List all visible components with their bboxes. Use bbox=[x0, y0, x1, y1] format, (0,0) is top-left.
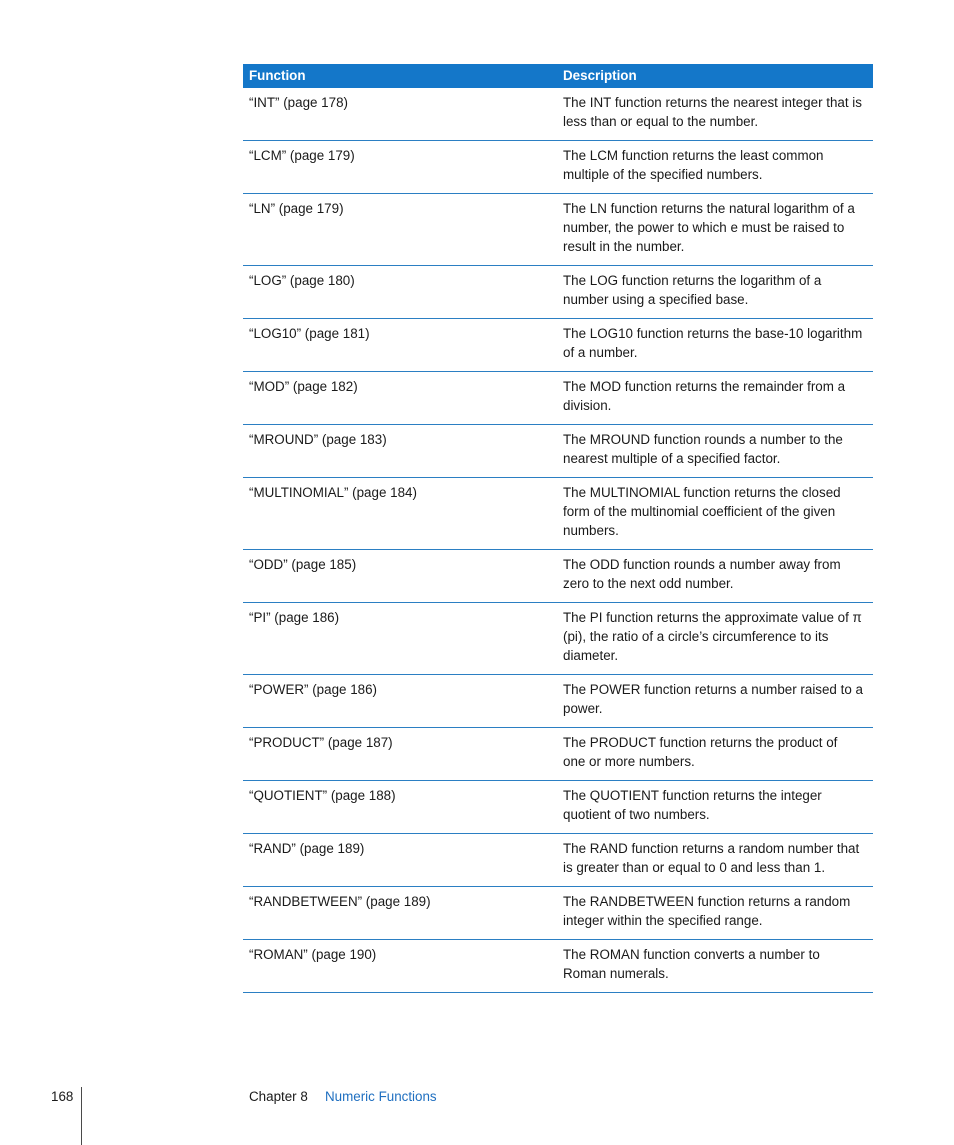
table-row bbox=[243, 940, 873, 993]
function-cell[interactable]: “RAND” (page 189) bbox=[243, 834, 557, 887]
header-function: Function bbox=[243, 64, 557, 88]
table-row bbox=[243, 728, 873, 781]
function-cell[interactable]: “MULTINOMIAL” (page 184) bbox=[243, 478, 557, 550]
table-header bbox=[243, 64, 873, 88]
function-cell[interactable]: “LCM” (page 179) bbox=[243, 141, 557, 194]
description-cell: The INT function returns the nearest integer that is less than or equal to the number. bbox=[557, 88, 873, 141]
function-cell[interactable]: “MOD” (page 182) bbox=[243, 372, 557, 425]
function-cell[interactable]: “PRODUCT” (page 187) bbox=[243, 728, 557, 781]
table-row bbox=[243, 781, 873, 834]
table-row bbox=[243, 675, 873, 728]
header-description: Description bbox=[557, 64, 873, 88]
function-cell[interactable]: “POWER” (page 186) bbox=[243, 675, 557, 728]
page-number: 168 bbox=[51, 1089, 74, 1104]
table-row bbox=[243, 88, 873, 141]
function-cell[interactable]: “PI” (page 186) bbox=[243, 603, 557, 675]
chapter-label: Chapter 8 bbox=[249, 1089, 308, 1104]
table-row bbox=[243, 194, 873, 266]
description-cell: The RAND function returns a random number that is greater than or equal to 0 and less than 1. bbox=[557, 834, 873, 887]
table-row bbox=[243, 550, 873, 603]
function-cell[interactable]: “LOG10” (page 181) bbox=[243, 319, 557, 372]
table-row bbox=[243, 834, 873, 887]
function-cell[interactable]: “MROUND” (page 183) bbox=[243, 425, 557, 478]
description-cell: The LOG function returns the logarithm of a number using a specified base. bbox=[557, 266, 873, 319]
description-cell: The ROMAN function converts a number to Roman numerals. bbox=[557, 940, 873, 993]
function-cell[interactable]: “LN” (page 179) bbox=[243, 194, 557, 266]
table-row bbox=[243, 603, 873, 675]
description-cell: The PRODUCT function returns the product of one or more numbers. bbox=[557, 728, 873, 781]
description-cell: The LOG10 function returns the base-10 logarithm of a number. bbox=[557, 319, 873, 372]
table-body bbox=[243, 88, 873, 993]
function-cell[interactable]: “ODD” (page 185) bbox=[243, 550, 557, 603]
description-cell: The LCM function returns the least common multiple of the specified numbers. bbox=[557, 141, 873, 194]
chapter-title-link[interactable]: Numeric Functions bbox=[325, 1089, 437, 1104]
table-row bbox=[243, 319, 873, 372]
table-row bbox=[243, 266, 873, 319]
function-cell[interactable]: “INT” (page 178) bbox=[243, 88, 557, 141]
description-cell: The PI function returns the approximate value of π (pi), the ratio of a circle’s circumference to its diameter. bbox=[557, 603, 873, 675]
functions-table bbox=[243, 64, 873, 993]
function-cell[interactable]: “LOG” (page 180) bbox=[243, 266, 557, 319]
table-row bbox=[243, 887, 873, 940]
function-cell[interactable]: “ROMAN” (page 190) bbox=[243, 940, 557, 993]
table-row bbox=[243, 425, 873, 478]
function-cell[interactable]: “RANDBETWEEN” (page 189) bbox=[243, 887, 557, 940]
table-row bbox=[243, 141, 873, 194]
footer-divider bbox=[81, 1087, 82, 1145]
table-row bbox=[243, 372, 873, 425]
description-cell: The MROUND function rounds a number to the nearest multiple of a specified factor. bbox=[557, 425, 873, 478]
description-cell: The QUOTIENT function returns the integer quotient of two numbers. bbox=[557, 781, 873, 834]
function-cell[interactable]: “QUOTIENT” (page 188) bbox=[243, 781, 557, 834]
header-row bbox=[243, 64, 873, 88]
description-cell: The LN function returns the natural logarithm of a number, the power to which e must be raised to result in the number. bbox=[557, 194, 873, 266]
description-cell: The RANDBETWEEN function returns a random integer within the specified range. bbox=[557, 887, 873, 940]
description-cell: The ODD function rounds a number away from zero to the next odd number. bbox=[557, 550, 873, 603]
description-cell: The POWER function returns a number raised to a power. bbox=[557, 675, 873, 728]
description-cell: The MULTINOMIAL function returns the closed form of the multinomial coefficient of the given numbers. bbox=[557, 478, 873, 550]
table-row bbox=[243, 478, 873, 550]
description-cell: The MOD function returns the remainder from a division. bbox=[557, 372, 873, 425]
